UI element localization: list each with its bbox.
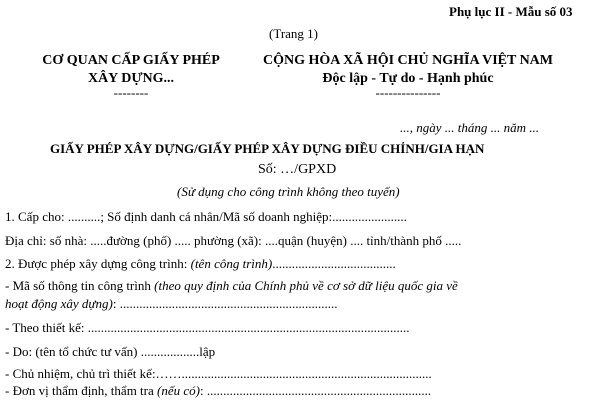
item2-line [5, 256, 396, 272]
project-code-label: - Mã số thông tin công trình [5, 278, 155, 293]
date-line: ..., ngày ... tháng ... năm ... [400, 120, 540, 135]
permit-number: Số: …/GPXD [258, 162, 337, 177]
issuing-agency-line2: XÂY DỰNG... [87, 71, 175, 86]
item2-label: 2. Được phép xây dựng công trình: [5, 256, 191, 271]
project-code-dots: : ................................................................... [112, 296, 338, 311]
national-motto: Độc lập - Tự do - Hạnh phúc [322, 71, 494, 86]
national-title: CỘNG HÒA XÃ HỘI CHỦ NGHĨA VIỆT NAM [262, 53, 553, 68]
address-line: Địa chỉ: số nhà: .....đường (phố) ..... phường (xã): ....quận (huyện) .... tỉnh/thành phố ..... [5, 233, 462, 248]
appendix-label: Phụ lục II - Mẫu số 03 [449, 4, 573, 19]
document-title: GIẤY PHÉP XÂY DỰNG/GIẤY PHÉP XÂY DỰNG ĐIỀU CHỈNH/GIA HẠN [50, 141, 485, 156]
project-code-line1 [5, 278, 458, 294]
appraisal-unit-label: - Đơn vị thẩm định, thẩm tra [5, 383, 158, 398]
appraisal-unit-line [5, 383, 431, 399]
design-line: - Theo thiết kế: ................................................................................................... [5, 320, 410, 335]
page-label: (Trang 1) [269, 26, 318, 41]
design-lead-line: - Chủ nhiệm, chủ trì thiết kế:……............................................................................. [5, 366, 432, 381]
issuing-agency-line1: CƠ QUAN CẤP GIẤY PHÉP [42, 53, 220, 68]
appraisal-unit-dots: : ..................................................................... [199, 383, 432, 398]
right-header-rule: --------------- [375, 85, 441, 100]
consultant-line: - Do: (tên tổ chức tư vấn) ..................lập [5, 344, 216, 359]
project-code-hint1: (theo quy định của Chính phủ về cơ sở dữ liệu quốc gia về [154, 278, 458, 293]
document-subtitle: (Sử dụng cho công trình không theo tuyến) [177, 184, 400, 199]
appraisal-unit-hint: (nếu có) [157, 383, 200, 398]
item2-dots: ...................................... [272, 256, 396, 271]
item2-hint: (tên công trình) [190, 256, 273, 271]
issued-to-line: 1. Cấp cho: ..........; Số định danh cá nhân/Mã số doanh nghiệp:....................... [5, 209, 407, 224]
project-code-hint2: hoạt động xây dựng) [5, 296, 113, 311]
left-header-rule: -------- [113, 85, 149, 100]
project-code-line2 [5, 296, 337, 312]
